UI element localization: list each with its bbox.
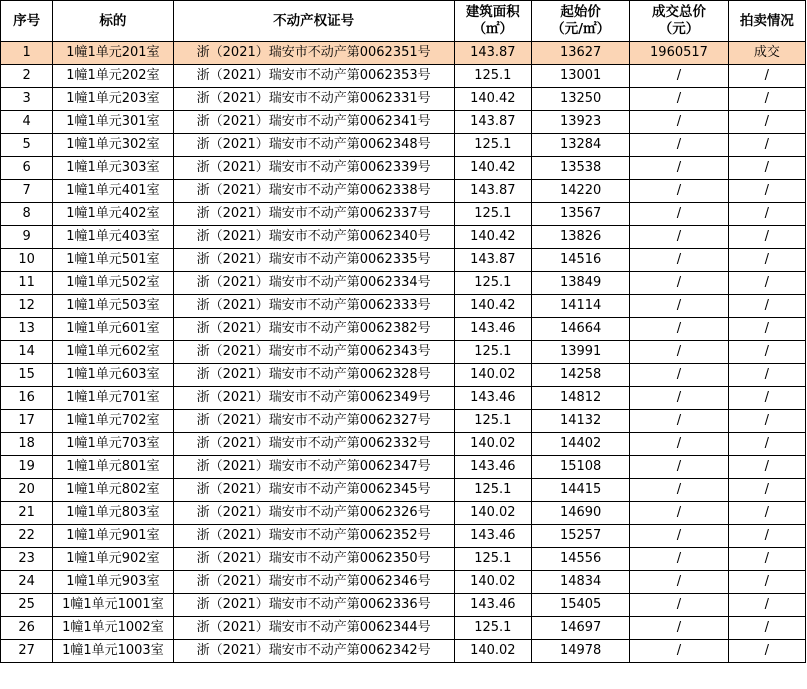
cell-status: / <box>728 318 805 341</box>
cell-no: 24 <box>1 571 53 594</box>
cell-cert: 浙（2021）瑞安市不动产第0062339号 <box>173 157 454 180</box>
cell-cert: 浙（2021）瑞安市不动产第0062342号 <box>173 640 454 663</box>
cell-no: 23 <box>1 548 53 571</box>
table-row <box>1 433 806 456</box>
cell-start: 13849 <box>531 272 629 295</box>
cell-total: / <box>630 203 728 226</box>
cell-unit: 1幢1单元801室 <box>53 456 173 479</box>
cell-no: 20 <box>1 479 53 502</box>
cell-area: 140.02 <box>454 640 531 663</box>
cell-start: 13923 <box>531 111 629 134</box>
cell-total: / <box>630 318 728 341</box>
cell-cert: 浙（2021）瑞安市不动产第0062338号 <box>173 180 454 203</box>
table-row <box>1 387 806 410</box>
cell-unit: 1幢1单元303室 <box>53 157 173 180</box>
header-area-line1: 建筑面积 <box>465 4 520 20</box>
cell-cert: 浙（2021）瑞安市不动产第0062382号 <box>173 318 454 341</box>
header-unit: 标的 <box>53 1 173 42</box>
cell-no: 27 <box>1 640 53 663</box>
cell-no: 6 <box>1 157 53 180</box>
cell-unit: 1幢1单元302室 <box>53 134 173 157</box>
cell-status: / <box>728 640 805 663</box>
cell-cert: 浙（2021）瑞安市不动产第0062340号 <box>173 226 454 249</box>
cell-area: 125.1 <box>454 341 531 364</box>
table-row <box>1 272 806 295</box>
header-no: 序号 <box>1 1 53 42</box>
table-row <box>1 134 806 157</box>
cell-status: / <box>728 157 805 180</box>
cell-cert: 浙（2021）瑞安市不动产第0062332号 <box>173 433 454 456</box>
cell-status: / <box>728 180 805 203</box>
cell-start: 13538 <box>531 157 629 180</box>
cell-status: / <box>728 272 805 295</box>
cell-total: / <box>630 640 728 663</box>
cell-area: 140.42 <box>454 157 531 180</box>
cell-cert: 浙（2021）瑞安市不动产第0062327号 <box>173 410 454 433</box>
cell-no: 10 <box>1 249 53 272</box>
header-total-price <box>630 1 728 42</box>
cell-unit: 1幢1单元502室 <box>53 272 173 295</box>
cell-total: / <box>630 180 728 203</box>
cell-cert: 浙（2021）瑞安市不动产第0062337号 <box>173 203 454 226</box>
cell-total: / <box>630 479 728 502</box>
cell-total: / <box>630 548 728 571</box>
cell-start: 13567 <box>531 203 629 226</box>
cell-status: / <box>728 111 805 134</box>
cell-start: 13001 <box>531 65 629 88</box>
cell-unit: 1幢1单元503室 <box>53 295 173 318</box>
cell-cert: 浙（2021）瑞安市不动产第0062344号 <box>173 617 454 640</box>
cell-cert: 浙（2021）瑞安市不动产第0062346号 <box>173 571 454 594</box>
cell-start: 14812 <box>531 387 629 410</box>
cell-total: / <box>630 594 728 617</box>
table-row <box>1 548 806 571</box>
cell-unit: 1幢1单元902室 <box>53 548 173 571</box>
cell-no: 15 <box>1 364 53 387</box>
cell-no: 8 <box>1 203 53 226</box>
cell-status: / <box>728 387 805 410</box>
cell-area: 143.87 <box>454 42 531 65</box>
cell-total: / <box>630 502 728 525</box>
cell-start: 14834 <box>531 571 629 594</box>
cell-status: 成交 <box>728 42 805 65</box>
cell-start: 15257 <box>531 525 629 548</box>
cell-unit: 1幢1单元601室 <box>53 318 173 341</box>
cell-unit: 1幢1单元201室 <box>53 42 173 65</box>
cell-start: 14114 <box>531 295 629 318</box>
cell-cert: 浙（2021）瑞安市不动产第0062336号 <box>173 594 454 617</box>
table-row <box>1 502 806 525</box>
cell-no: 5 <box>1 134 53 157</box>
cell-no: 2 <box>1 65 53 88</box>
cell-unit: 1幢1单元1001室 <box>53 594 173 617</box>
cell-start: 14415 <box>531 479 629 502</box>
cell-no: 4 <box>1 111 53 134</box>
cell-cert: 浙（2021）瑞安市不动产第0062335号 <box>173 249 454 272</box>
cell-total: / <box>630 456 728 479</box>
cell-cert: 浙（2021）瑞安市不动产第0062347号 <box>173 456 454 479</box>
header-row <box>1 1 806 42</box>
cell-cert: 浙（2021）瑞安市不动产第0062349号 <box>173 387 454 410</box>
table-row <box>1 88 806 111</box>
cell-status: / <box>728 594 805 617</box>
cell-status: / <box>728 433 805 456</box>
cell-unit: 1幢1单元803室 <box>53 502 173 525</box>
cell-unit: 1幢1单元702室 <box>53 410 173 433</box>
table-row <box>1 249 806 272</box>
cell-area: 125.1 <box>454 65 531 88</box>
cell-status: / <box>728 548 805 571</box>
cell-area: 140.02 <box>454 571 531 594</box>
cell-start: 14690 <box>531 502 629 525</box>
cell-no: 19 <box>1 456 53 479</box>
cell-no: 7 <box>1 180 53 203</box>
cell-cert: 浙（2021）瑞安市不动产第0062345号 <box>173 479 454 502</box>
header-start-line2: （元/㎡） <box>551 21 611 37</box>
cell-start: 13250 <box>531 88 629 111</box>
cell-unit: 1幢1单元403室 <box>53 226 173 249</box>
cell-start: 14664 <box>531 318 629 341</box>
cell-area: 140.42 <box>454 226 531 249</box>
table-row <box>1 295 806 318</box>
cell-cert: 浙（2021）瑞安市不动产第0062328号 <box>173 364 454 387</box>
header-start-line1: 起始价 <box>560 4 601 20</box>
cell-no: 14 <box>1 341 53 364</box>
cell-unit: 1幢1单元401室 <box>53 180 173 203</box>
cell-unit: 1幢1单元703室 <box>53 433 173 456</box>
cell-cert: 浙（2021）瑞安市不动产第0062351号 <box>173 42 454 65</box>
cell-status: / <box>728 295 805 318</box>
header-cert: 不动产权证号 <box>173 1 454 42</box>
cell-status: / <box>728 571 805 594</box>
cell-cert: 浙（2021）瑞安市不动产第0062334号 <box>173 272 454 295</box>
cell-area: 143.87 <box>454 111 531 134</box>
cell-status: / <box>728 479 805 502</box>
table-row <box>1 341 806 364</box>
cell-total: / <box>630 341 728 364</box>
cell-cert: 浙（2021）瑞安市不动产第0062343号 <box>173 341 454 364</box>
cell-total: / <box>630 65 728 88</box>
cell-area: 140.42 <box>454 295 531 318</box>
cell-start: 14516 <box>531 249 629 272</box>
cell-area: 125.1 <box>454 410 531 433</box>
cell-total: / <box>630 617 728 640</box>
cell-status: / <box>728 249 805 272</box>
header-area <box>454 1 531 42</box>
cell-unit: 1幢1单元802室 <box>53 479 173 502</box>
cell-unit: 1幢1单元202室 <box>53 65 173 88</box>
cell-start: 14132 <box>531 410 629 433</box>
cell-area: 143.46 <box>454 318 531 341</box>
cell-no: 3 <box>1 88 53 111</box>
cell-no: 11 <box>1 272 53 295</box>
cell-total: / <box>630 249 728 272</box>
cell-area: 143.46 <box>454 387 531 410</box>
cell-area: 125.1 <box>454 548 531 571</box>
cell-area: 140.02 <box>454 433 531 456</box>
table-row <box>1 594 806 617</box>
cell-no: 21 <box>1 502 53 525</box>
cell-status: / <box>728 617 805 640</box>
cell-start: 13284 <box>531 134 629 157</box>
cell-status: / <box>728 226 805 249</box>
cell-unit: 1幢1单元501室 <box>53 249 173 272</box>
cell-total: / <box>630 525 728 548</box>
cell-start: 13826 <box>531 226 629 249</box>
cell-no: 22 <box>1 525 53 548</box>
header-total-line2: （元） <box>658 21 700 37</box>
header-total-line1: 成交总价 <box>651 4 706 20</box>
cell-area: 125.1 <box>454 272 531 295</box>
table-row <box>1 65 806 88</box>
cell-cert: 浙（2021）瑞安市不动产第0062348号 <box>173 134 454 157</box>
cell-unit: 1幢1单元701室 <box>53 387 173 410</box>
cell-cert: 浙（2021）瑞安市不动产第0062352号 <box>173 525 454 548</box>
cell-start: 14697 <box>531 617 629 640</box>
cell-status: / <box>728 134 805 157</box>
cell-total: / <box>630 571 728 594</box>
cell-status: / <box>728 364 805 387</box>
cell-no: 12 <box>1 295 53 318</box>
table-row <box>1 42 806 65</box>
cell-status: / <box>728 341 805 364</box>
cell-status: / <box>728 525 805 548</box>
cell-unit: 1幢1单元603室 <box>53 364 173 387</box>
cell-area: 143.46 <box>454 594 531 617</box>
header-status: 拍卖情况 <box>728 1 805 42</box>
cell-area: 140.42 <box>454 88 531 111</box>
table-row <box>1 318 806 341</box>
table-row <box>1 479 806 502</box>
cell-status: / <box>728 410 805 433</box>
cell-start: 14978 <box>531 640 629 663</box>
cell-area: 125.1 <box>454 203 531 226</box>
cell-start: 13991 <box>531 341 629 364</box>
cell-area: 125.1 <box>454 617 531 640</box>
cell-no: 18 <box>1 433 53 456</box>
cell-start: 15405 <box>531 594 629 617</box>
table-row <box>1 111 806 134</box>
table-row <box>1 525 806 548</box>
table-row <box>1 364 806 387</box>
cell-status: / <box>728 456 805 479</box>
cell-area: 143.87 <box>454 249 531 272</box>
cell-start: 14220 <box>531 180 629 203</box>
cell-no: 17 <box>1 410 53 433</box>
cell-unit: 1幢1单元301室 <box>53 111 173 134</box>
cell-unit: 1幢1单元1002室 <box>53 617 173 640</box>
cell-no: 13 <box>1 318 53 341</box>
cell-total: / <box>630 88 728 111</box>
table-body <box>1 42 806 663</box>
cell-start: 14556 <box>531 548 629 571</box>
cell-area: 143.46 <box>454 525 531 548</box>
cell-unit: 1幢1单元602室 <box>53 341 173 364</box>
cell-cert: 浙（2021）瑞安市不动产第0062350号 <box>173 548 454 571</box>
header-start-price <box>531 1 629 42</box>
table-row <box>1 456 806 479</box>
cell-area: 143.87 <box>454 180 531 203</box>
cell-cert: 浙（2021）瑞安市不动产第0062333号 <box>173 295 454 318</box>
cell-cert: 浙（2021）瑞安市不动产第0062326号 <box>173 502 454 525</box>
cell-total: 1960517 <box>630 42 728 65</box>
table-row <box>1 571 806 594</box>
cell-unit: 1幢1单元402室 <box>53 203 173 226</box>
cell-total: / <box>630 433 728 456</box>
cell-start: 13627 <box>531 42 629 65</box>
cell-start: 14258 <box>531 364 629 387</box>
cell-total: / <box>630 364 728 387</box>
cell-no: 26 <box>1 617 53 640</box>
cell-total: / <box>630 226 728 249</box>
cell-no: 1 <box>1 42 53 65</box>
cell-status: / <box>728 88 805 111</box>
table-row <box>1 410 806 433</box>
table-row <box>1 640 806 663</box>
cell-unit: 1幢1单元1003室 <box>53 640 173 663</box>
cell-no: 25 <box>1 594 53 617</box>
cell-area: 143.46 <box>454 456 531 479</box>
cell-total: / <box>630 410 728 433</box>
cell-status: / <box>728 502 805 525</box>
cell-unit: 1幢1单元901室 <box>53 525 173 548</box>
cell-total: / <box>630 387 728 410</box>
cell-total: / <box>630 134 728 157</box>
cell-cert: 浙（2021）瑞安市不动产第0062341号 <box>173 111 454 134</box>
cell-no: 9 <box>1 226 53 249</box>
cell-unit: 1幢1单元903室 <box>53 571 173 594</box>
table-row <box>1 203 806 226</box>
cell-unit: 1幢1单元203室 <box>53 88 173 111</box>
cell-no: 16 <box>1 387 53 410</box>
cell-status: / <box>728 203 805 226</box>
cell-area: 125.1 <box>454 134 531 157</box>
cell-total: / <box>630 272 728 295</box>
cell-status: / <box>728 65 805 88</box>
cell-total: / <box>630 295 728 318</box>
cell-area: 140.02 <box>454 502 531 525</box>
cell-cert: 浙（2021）瑞安市不动产第0062331号 <box>173 88 454 111</box>
cell-area: 125.1 <box>454 479 531 502</box>
table-row <box>1 617 806 640</box>
cell-start: 14402 <box>531 433 629 456</box>
table-row <box>1 226 806 249</box>
cell-cert: 浙（2021）瑞安市不动产第0062353号 <box>173 65 454 88</box>
table-row <box>1 157 806 180</box>
header-area-line2: （㎡） <box>472 21 514 37</box>
cell-total: / <box>630 157 728 180</box>
cell-total: / <box>630 111 728 134</box>
cell-area: 140.02 <box>454 364 531 387</box>
cell-start: 15108 <box>531 456 629 479</box>
table-row <box>1 180 806 203</box>
